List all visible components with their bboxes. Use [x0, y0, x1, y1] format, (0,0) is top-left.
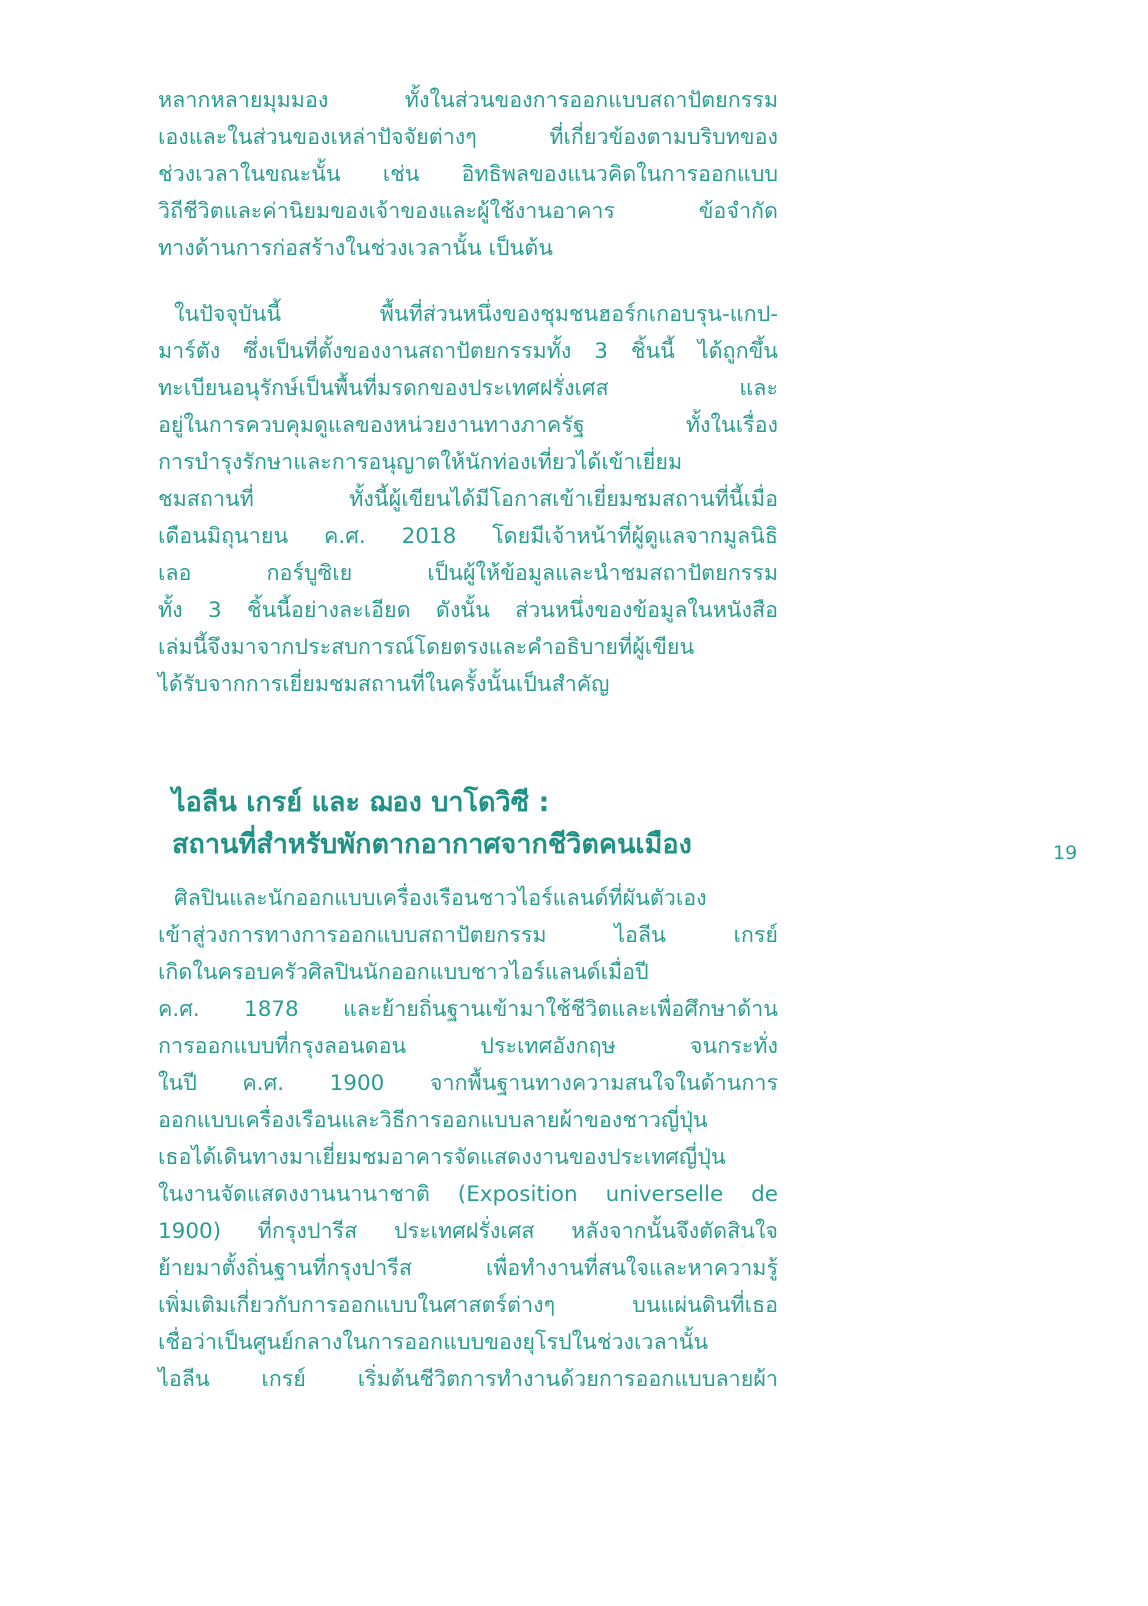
text-line: การบำรุงรักษาและการอนุญาตให้นักท่องเที่ยวได้เข้าเยี่ยม	[158, 450, 683, 475]
text-line: วิถีชีวิตและค่านิยมของเจ้าของและผู้ใช้งานอาคาร ข้อจำกัด	[158, 199, 778, 224]
text-line: เกิดในครอบครัวศิลปินนักออกแบบชาวไอร์แลนด์เมื่อปี	[158, 960, 649, 985]
heading-line-2: สถานที่สำหรับพักตากอากาศจากชีวิตคนเมือง	[172, 829, 692, 860]
text-line: เพิ่มเติมเกี่ยวกับการออกแบบในศาสตร์ต่างๆ บนแผ่นดินที่เธอ	[158, 1293, 778, 1318]
section-heading	[172, 782, 792, 866]
text-line: ในปัจจุบันนี้ พื้นที่ส่วนหนึ่งของชุมชนฮอร์กเกอบรุน-แกป-	[174, 302, 778, 327]
paragraph-present-day	[158, 296, 778, 703]
text-line: ช่วงเวลาในขณะนั้น เช่น อิทธิพลของแนวคิดในการออกแบบ	[158, 162, 778, 187]
text-line: เล่มนี้จึงมาจากประสบการณ์โดยตรงและคำอธิบายที่ผู้เขียน	[158, 635, 695, 660]
text-line: เชื่อว่าเป็นศูนย์กลางในการออกแบบของยุโรปในช่วงเวลานั้น	[158, 1330, 709, 1355]
text-line: การออกแบบที่กรุงลอนดอน ประเทศอังกฤษ จนกระทั่ง	[158, 1034, 778, 1059]
text-line: หลากหลายมุมมอง ทั้งในส่วนของการออกแบบสถาปัตยกรรม	[158, 88, 778, 113]
text-line: ย้ายมาตั้งถิ่นฐานที่กรุงปารีส เพื่อทำงานที่สนใจและหาความรู้	[158, 1256, 778, 1281]
page-number: 19	[1053, 842, 1078, 864]
text-line: ทั้ง 3 ชิ้นนี้อย่างละเอียด ดังนั้น ส่วนหนึ่งของข้อมูลในหนังสือ	[158, 598, 778, 623]
text-line: ทะเบียนอนุรักษ์เป็นพื้นที่มรดกของประเทศฝรั่งเศส และ	[158, 376, 778, 401]
text-line: 1900) ที่กรุงปารีส ประเทศฝรั่งเศส หลังจากนั้นจึงตัดสินใจ	[158, 1219, 778, 1244]
text-line: อยู่ในการควบคุมดูแลของหน่วยงานทางภาครัฐ ทั้งในเรื่อง	[158, 413, 778, 438]
paragraph-eileen-gray	[158, 880, 778, 1398]
text-line: เดือนมิถุนายน ค.ศ. 2018 โดยมีเจ้าหน้าที่ผู้ดูแลจากมูลนิธิ	[158, 524, 778, 549]
text-line: มาร์ตัง ซึ่งเป็นที่ตั้งของงานสถาปัตยกรรมทั้ง 3 ชิ้นนี้ ได้ถูกขึ้น	[158, 339, 778, 364]
text-line: ศิลปินและนักออกแบบเครื่องเรือนชาวไอร์แลนด์ที่ผันตัวเอง	[174, 886, 707, 911]
text-line: ในปี ค.ศ. 1900 จากพื้นฐานทางความสนใจในด้านการ	[158, 1071, 778, 1096]
paragraph-continued	[158, 82, 778, 267]
text-line: ทางด้านการก่อสร้างในช่วงเวลานั้น เป็นต้น	[158, 236, 553, 261]
text-line: ค.ศ. 1878 และย้ายถิ่นฐานเข้ามาใช้ชีวิตและเพื่อศึกษาด้าน	[158, 997, 778, 1022]
heading-line-1: ไอลีน เกรย์ และ ฌอง บาโดวิซี :	[172, 787, 550, 818]
text-line: เข้าสู่วงการทางการออกแบบสถาปัตยกรรม ไอลีน เกรย์	[158, 923, 778, 948]
text-line: ออกแบบเครื่องเรือนและวิธีการออกแบบลายผ้าของชาวญี่ปุ่น	[158, 1108, 708, 1133]
text-line: เลอ กอร์บูซิเย เป็นผู้ให้ข้อมูลและนำชมสถาปัตยกรรม	[158, 561, 778, 586]
text-line: เองและในส่วนของเหล่าปัจจัยต่างๆ ที่เกี่ยวข้องตามบริบทของ	[158, 125, 778, 150]
text-line: ในงานจัดแสดงงานนานาชาติ (Exposition universelle de	[158, 1182, 778, 1207]
text-line: ชมสถานที่ ทั้งนี้ผู้เขียนได้มีโอกาสเข้าเยี่ยมชมสถานที่นี้เมื่อ	[158, 487, 778, 512]
text-line: ได้รับจากการเยี่ยมชมสถานที่ในครั้งนั้นเป็นสำคัญ	[158, 672, 610, 697]
text-line: ไอลีน เกรย์ เริ่มต้นชีวิตการทำงานด้วยการออกแบบลายผ้า	[158, 1367, 778, 1392]
text-line: เธอได้เดินทางมาเยี่ยมชมอาคารจัดแสดงงานของประเทศญี่ปุ่น	[158, 1145, 726, 1170]
